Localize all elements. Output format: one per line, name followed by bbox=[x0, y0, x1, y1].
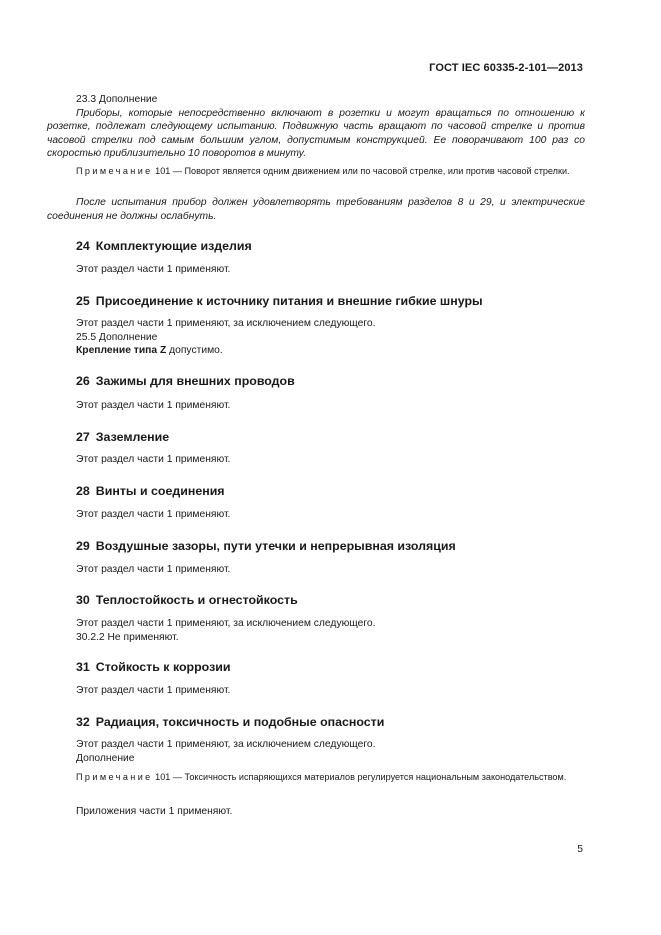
section-32 bbox=[47, 714, 585, 730]
section-text: Этот раздел части 1 применяют, за исключением следующего. bbox=[76, 318, 376, 329]
section-heading: 27 Заземление bbox=[76, 430, 170, 444]
paragraph: Приложения части 1 применяют. bbox=[76, 806, 233, 817]
section-25 bbox=[47, 293, 585, 309]
section-heading: 26 Зажимы для внешних проводов bbox=[76, 374, 295, 388]
section-text: Этот раздел части 1 применяют, за исключением следующего. bbox=[76, 739, 376, 750]
section-text: Этот раздел части 1 применяют. bbox=[76, 564, 231, 575]
section-heading: 24 Комплектующие изделия bbox=[76, 239, 252, 253]
section-heading: 32 Радиация, токсичность и подобные опасности bbox=[76, 715, 385, 729]
note-label: Примечание bbox=[76, 772, 153, 782]
section-30 bbox=[47, 592, 585, 608]
clause-label: Дополнение bbox=[76, 752, 135, 764]
clause-label: 30.2.2 Не применяют. bbox=[76, 631, 179, 643]
section-heading: 31 Стойкость к коррозии bbox=[76, 660, 231, 674]
section-text: Этот раздел части 1 применяют, за исключением следующего. bbox=[76, 618, 376, 629]
section-heading: 29 Воздушные зазоры, пути утечки и непрерывная изоляция bbox=[76, 539, 456, 553]
note-label: Примечание bbox=[76, 166, 153, 176]
section-text: Этот раздел части 1 применяют. bbox=[76, 509, 231, 520]
section-27 bbox=[47, 429, 585, 445]
note-text: 101 — Поворот является одним движением или по часовой стрелке, или против часовой стрелки. bbox=[152, 166, 570, 176]
clause-23-3 bbox=[47, 93, 585, 161]
section-text: Этот раздел части 1 применяют. bbox=[76, 400, 231, 411]
paragraph: Крепление типа Z допустимо. bbox=[76, 345, 223, 356]
clause-label: 25.5 Дополнение bbox=[76, 331, 158, 343]
note bbox=[47, 165, 585, 178]
section-29 bbox=[47, 538, 585, 554]
section-31 bbox=[47, 659, 585, 675]
section-26 bbox=[47, 373, 585, 389]
section-heading: 28 Винты и соединения bbox=[76, 484, 225, 498]
section-24 bbox=[47, 238, 585, 254]
note-text: 101 — Токсичность испаряющихся материалов регулируется национальным законодательством. bbox=[152, 772, 567, 782]
standard-code: ГОСТ IEC 60335-2-101—2013 bbox=[429, 62, 583, 74]
section-text: Этот раздел части 1 применяют. bbox=[76, 454, 231, 465]
paragraph: Приборы, которые непосредственно включают в розетки и могут вращаться по отношению к розетке, подлежат следующему испытанию. Подвижную часть вращают по часовой стрелке и против часовой стрелки под самым большим углом, допустимым конструкцией. Ее поворачивают 100 раз со скоростью приблизительно 10 поворотов в минуту. bbox=[47, 107, 585, 159]
clause-label: 23.3 Дополнение bbox=[76, 94, 158, 105]
section-text: Этот раздел части 1 применяют. bbox=[76, 685, 231, 696]
paragraph: После испытания прибор должен удовлетворять требованиям разделов 8 и 29, и электрические соединения не должны ослабнуть. bbox=[47, 197, 585, 222]
section-28 bbox=[47, 483, 585, 499]
section-heading: 30 Теплостойкость и огнестойкость bbox=[76, 593, 298, 607]
note bbox=[47, 771, 585, 784]
section-text: Этот раздел части 1 применяют. bbox=[76, 264, 231, 275]
section-heading: 25 Присоединение к источнику питания и внешние гибкие шнуры bbox=[76, 294, 483, 308]
page-number: 5 bbox=[577, 844, 583, 855]
clause-23-3-after bbox=[47, 196, 585, 223]
